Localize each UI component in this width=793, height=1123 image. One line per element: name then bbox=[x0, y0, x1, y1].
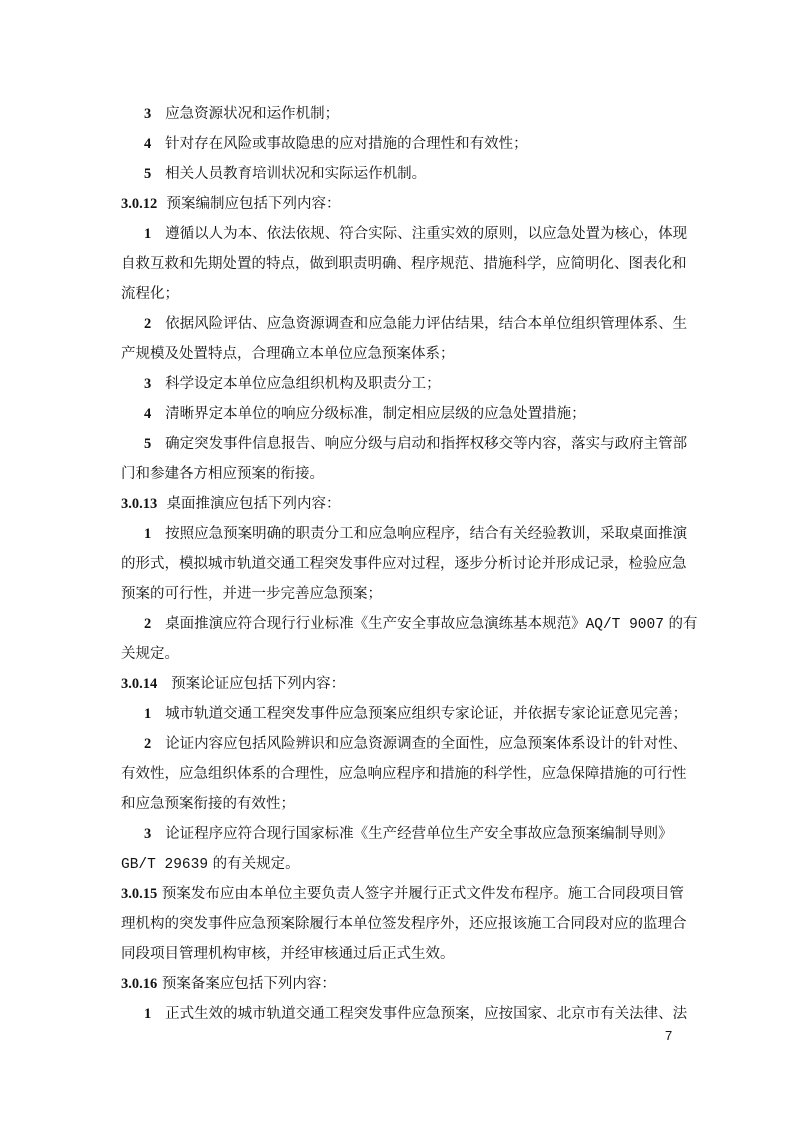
text-line: 预案的可行性，并进一步完善应急预案； bbox=[121, 586, 382, 602]
text-line: 的形式，模拟城市轨道交通工程突发事件应对过程，逐步分析讨论并形成记录，检验应急 bbox=[121, 556, 687, 572]
text-line: 同段项目管理机构审核，并经审核通过后正式生效。 bbox=[121, 946, 455, 962]
list-item: 1 遵循以人为本、依法依规、符合实际、注重实效的原则，以应急处置为核心，体现 bbox=[144, 226, 688, 242]
list-item: 4 针对存在风险或事故隐患的应对措施的合理性和有效性； bbox=[144, 136, 528, 152]
text-line: 自救互救和先期处置的特点，做到职责明确、程序规范、措施科学，应简明化、图表化和 bbox=[121, 256, 687, 272]
text-line: 关规定。 bbox=[121, 646, 179, 662]
list-item: 3 科学设定本单位应急组织机构及职责分工； bbox=[144, 376, 441, 392]
list-item: 2 依据风险评估、应急资源调查和应急能力评估结果，结合本单位组织管理体系、生 bbox=[144, 316, 688, 332]
list-item: 1 按照应急预案明确的职责分工和应急响应程序，结合有关经验教训，采取桌面推演 bbox=[144, 526, 688, 542]
text-line: 流程化； bbox=[121, 286, 179, 302]
section-heading: 3.0.15 预案发布应由本单位主要负责人签字并履行正式文件发布程序。施工合同段项目管 bbox=[121, 886, 684, 902]
page-number: 7 bbox=[665, 1028, 673, 1043]
section-heading: 3.0.13 桌面推演应包括下列内容： bbox=[121, 496, 341, 512]
list-item: 5 确定突发事件信息报告、响应分级与启动和指挥权移交等内容，落实与政府主管部 bbox=[144, 436, 688, 452]
list-item: 5 相关人员教育培训状况和实际运作机制。 bbox=[144, 166, 427, 182]
list-item: 1 正式生效的城市轨道交通工程突发事件应急预案，应按国家、北京市有关法律、法 bbox=[144, 1006, 688, 1022]
list-item: 4 清晰界定本单位的响应分级标准，制定相应层级的应急处置措施； bbox=[144, 406, 586, 422]
section-heading: 3.0.14 预案论证应包括下列内容： bbox=[121, 676, 346, 692]
text-line: 有效性，应急组织体系的合理性，应急响应程序和措施的科学性，应急保障措施的可行性 bbox=[121, 766, 687, 782]
text-line: 理机构的突发事件应急预案除履行本单位签发程序外，还应报该施工合同段对应的监理合 bbox=[121, 916, 687, 932]
section-heading: 3.0.16 预案备案应包括下列内容： bbox=[121, 976, 336, 992]
list-item: 3 论证程序应符合现行国家标准《生产经营单位生产安全事故应急预案编制导则》 bbox=[144, 826, 673, 842]
list-item: 3 应急资源状况和运作机制； bbox=[144, 106, 340, 122]
section-heading: 3.0.12 预案编制应包括下列内容： bbox=[121, 196, 341, 212]
text-line: 门和参建各方相应预案的衔接。 bbox=[121, 466, 324, 482]
text-line: GB/T 29639 的有关规定。 bbox=[121, 856, 300, 873]
list-item: 2 桌面推演应符合现行行业标准《生产安全事故应急演练基本规范》AQ/T 9007 的有 bbox=[144, 616, 698, 633]
text-line: 产规模及处置特点，合理确立本单位应急预案体系； bbox=[121, 346, 455, 362]
text-line: 和应急预案衔接的有效性； bbox=[121, 796, 295, 812]
list-item: 2 论证内容应包括风险辨识和应急资源调查的全面性，应急预案体系设计的针对性、 bbox=[144, 736, 688, 752]
list-item: 1 城市轨道交通工程突发事件应急预案应组织专家论证，并依据专家论证意见完善； bbox=[144, 706, 688, 722]
